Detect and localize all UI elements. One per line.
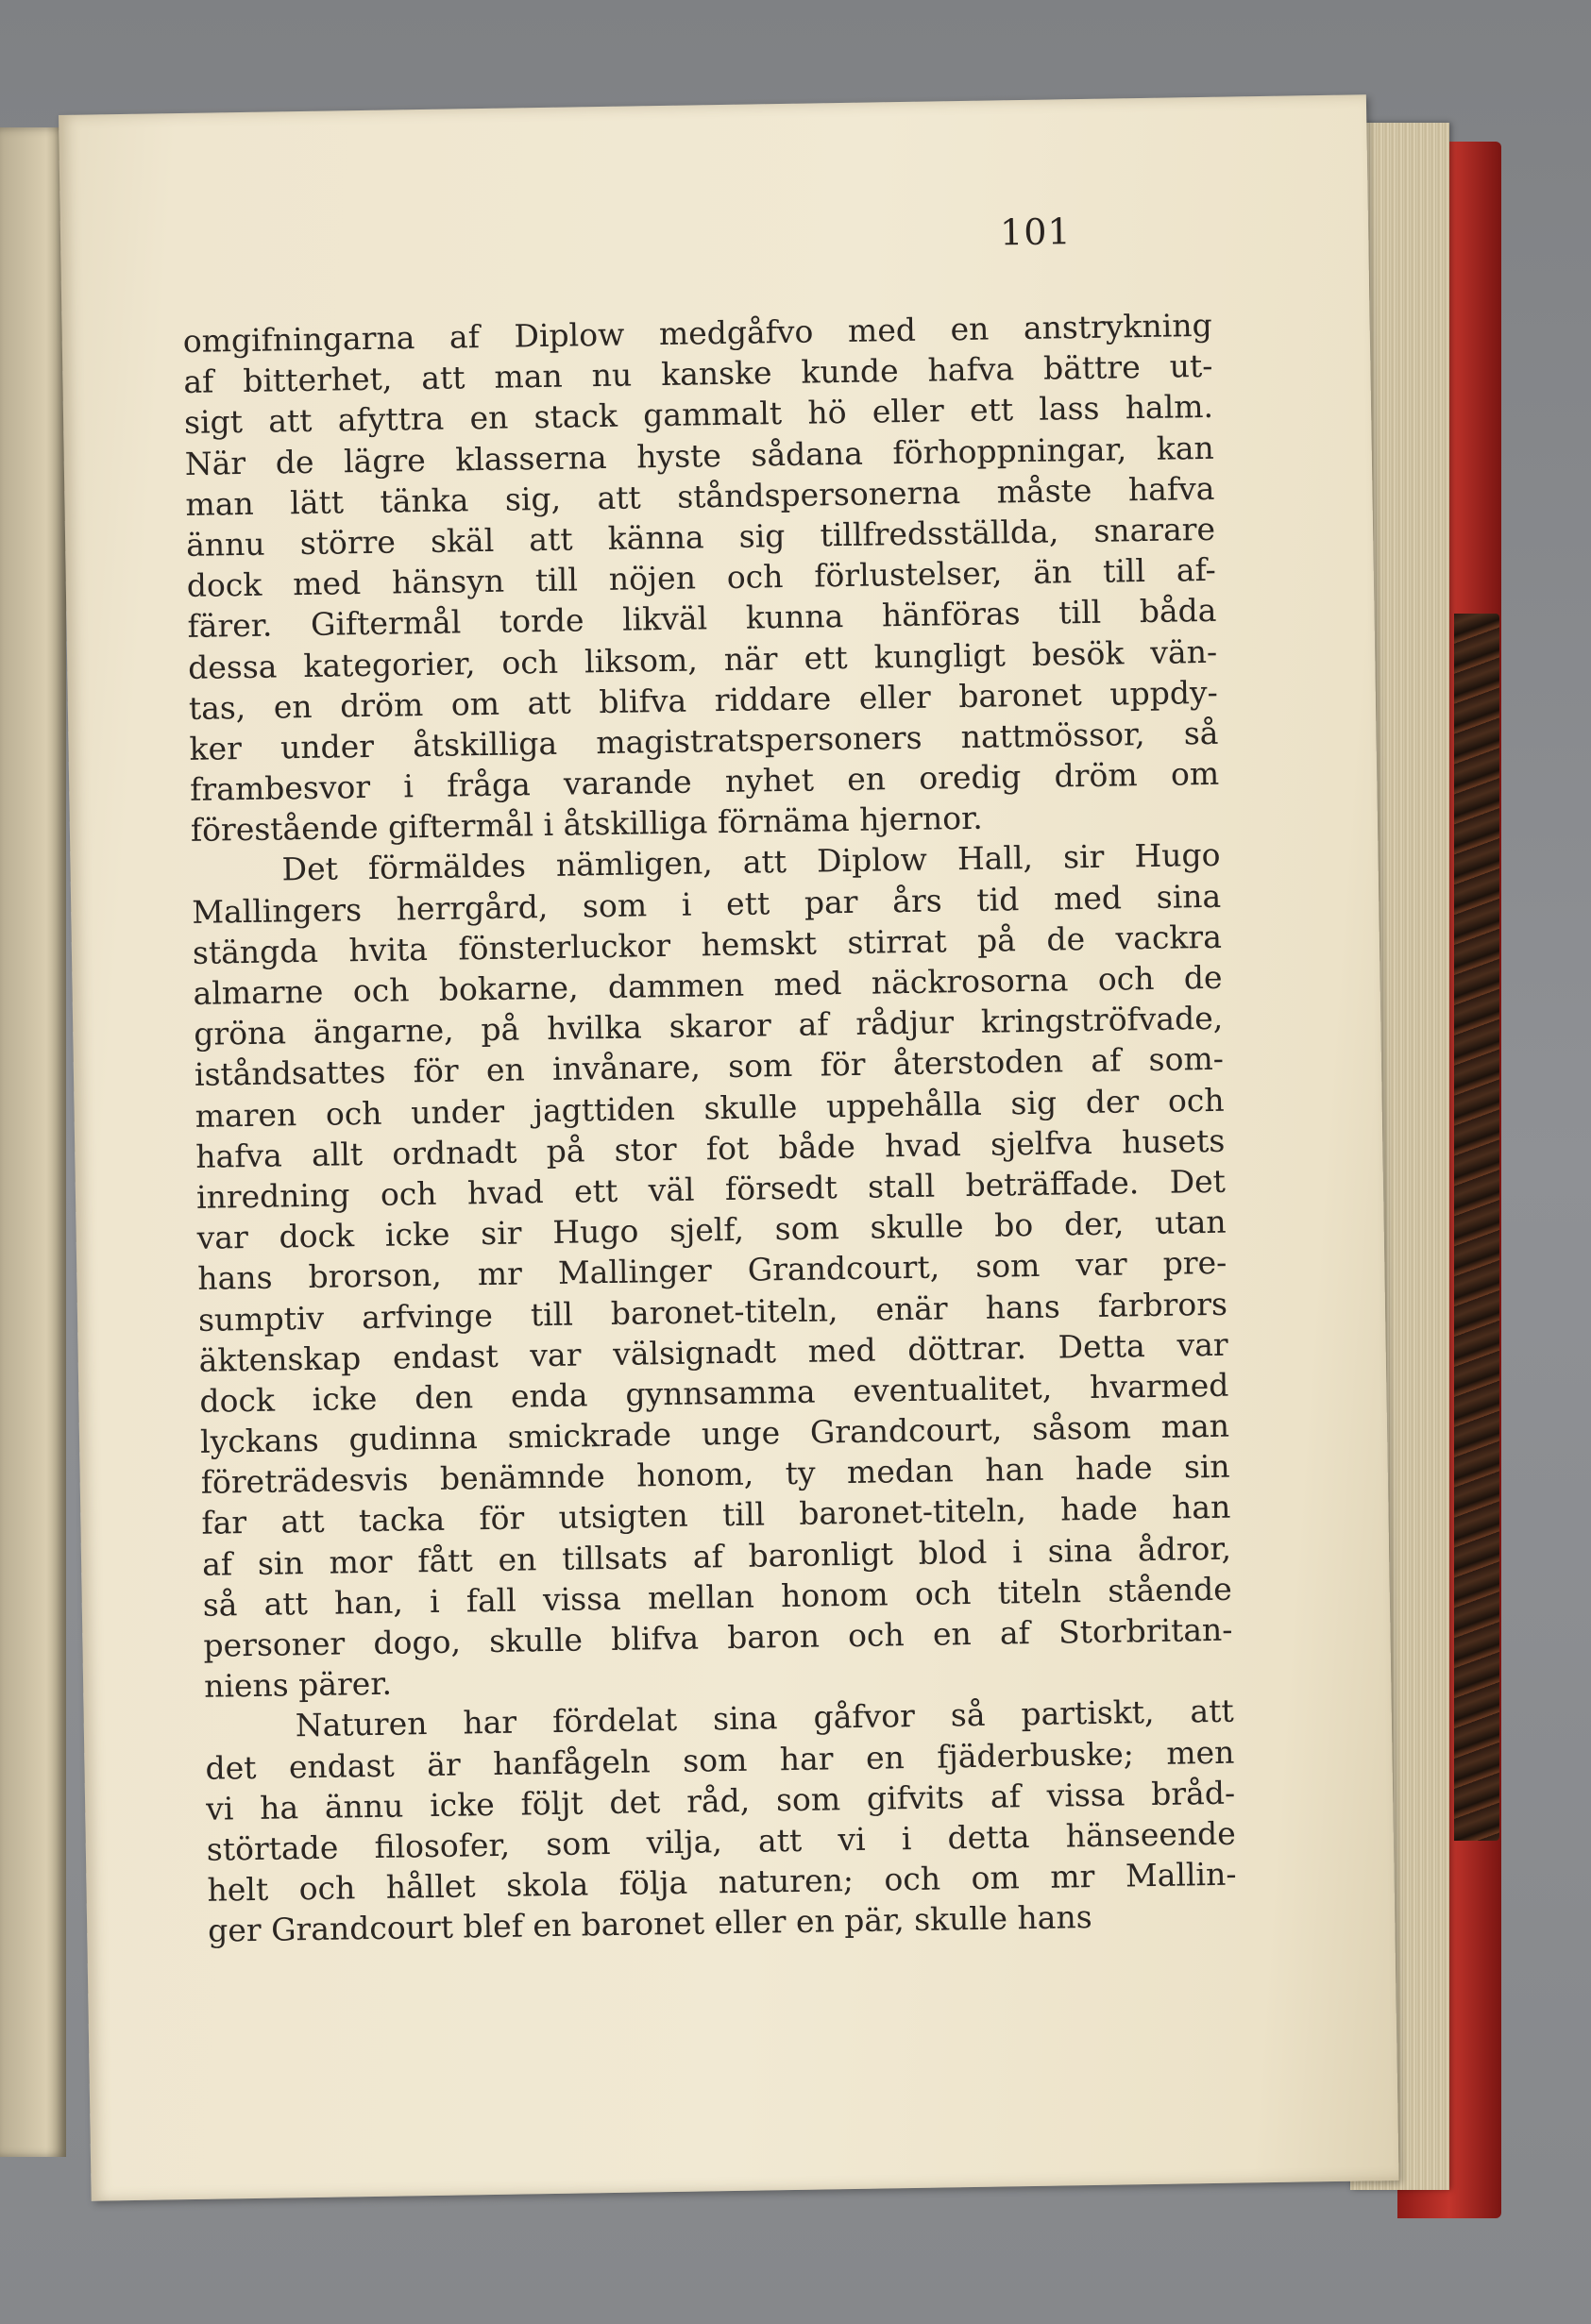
text-line: sigt att afyttra en stack gammalt hö eller ett lass halm.	[183, 388, 1214, 442]
text-line: lyckans gudinna smickrade unge Grandcourt, såsom man	[199, 1406, 1230, 1460]
text-line: vi ha ännu icke följt det råd, som gifvits af vissa bråd-	[205, 1774, 1236, 1827]
book-cover-marbled	[1454, 614, 1499, 1841]
text-line: äktenskap endast var välsignadt med döttrar. Detta var	[198, 1325, 1228, 1379]
text-line: dessa kategorier, och liksom, när ett kungligt besök vän-	[187, 632, 1218, 686]
text-line: frambesvor i fråga varande nyhet en oredig dröm om	[189, 754, 1220, 808]
text-line: hafva allt ordnadt på stor fot både hvad sjelfva husets	[195, 1121, 1226, 1175]
text-line: ker under åtskilliga magistratspersoners nattmössor, så	[189, 714, 1219, 767]
text-line: När de lägre klasserna hyste sådana förhoppningar, kan	[184, 429, 1214, 482]
text-line: almarne och bokarne, dammen med näckrosorna och de	[193, 958, 1223, 1012]
text-line: inredning och hvad ett väl försedt stall beträffade. Det	[195, 1162, 1227, 1216]
text-line: ger Grandcourt blef en baronet eller en pär, skulle hans	[207, 1898, 1092, 1950]
text-line: personer dogo, skulle blifva baron och en af Storbritan-	[203, 1610, 1233, 1664]
text-line: af bitterhet, att man nu kanske kunde hafva bättre ut-	[183, 347, 1213, 401]
text-line: far att tacka för utsigten till baronet-titeln, hade han	[201, 1489, 1231, 1542]
text-line: maren och under jagttiden skulle uppehålla sig der och	[195, 1081, 1225, 1135]
left-page-edge	[0, 127, 66, 2157]
text-line: ännu större skäl att känna sig tillfredsställda, snarare	[185, 510, 1216, 564]
text-line: iståndsattes för en invånare, som för återstoden af som-	[194, 1040, 1225, 1094]
text-line: Det förmäldes nämligen, att Diplow Hall, sir Hugo	[281, 836, 1221, 888]
text-line: stängda hvita fönsterluckor hemskt stirrat på de vackra	[192, 918, 1223, 971]
text-line: af sin mor fått en tillsats af baronligt blod i sina ådror,	[201, 1529, 1232, 1583]
text-line: omgifningarna af Diplow medgåfvo med en anstrykning	[182, 306, 1212, 360]
body-text	[182, 305, 1237, 1951]
book-page	[59, 94, 1399, 2200]
text-line: dock icke den enda gynnsamma eventualitet, hvarmed	[199, 1366, 1229, 1420]
text-line: dock med hänsyn till nöjen och förlustelser, än till af-	[186, 550, 1217, 605]
text-line: gröna ängarne, på hvilka skaror af rådjur kringströfvade,	[194, 999, 1224, 1053]
text-line: sumptiv arfvinge till baronet-titeln, enär hans farbrors	[197, 1285, 1228, 1339]
text-line: färer. Giftermål torde likväl kunna hänföras till båda	[187, 592, 1217, 646]
text-line: tas, en dröm om att blifva riddare eller baronet uppdy-	[188, 673, 1219, 727]
text-line: man lätt tänka sig, att ståndspersonerna måste hafva	[185, 469, 1215, 523]
text-line: Naturen har fördelat sina gåfvor så partiskt, att	[295, 1692, 1235, 1744]
text-line: störtade filosofer, som vilja, att vi i detta hänseende	[206, 1814, 1237, 1868]
text-line: företrädesvis benämnde honom, ty medan han hade sin	[200, 1447, 1230, 1502]
text-line: hans brorson, mr Mallinger Grandcourt, som var pre-	[197, 1244, 1227, 1298]
page-number: 101	[999, 211, 1072, 254]
text-line: var dock icke sir Hugo sjelf, som skulle bo der, utan	[196, 1203, 1227, 1256]
text-line: Mallingers herrgård, som i ett par års tid med sina	[191, 877, 1222, 931]
text-line: helt och hållet skola följa naturen; och om mr Mallin-	[207, 1855, 1237, 1909]
text-line: så att han, i fall vissa mellan honom och titeln stående	[202, 1570, 1232, 1624]
text-line: förestående giftermål i åtskilliga förnäma hjernor.	[190, 799, 983, 850]
text-line: niens pärer.	[203, 1664, 393, 1705]
text-line: det endast är hanfågeln som har en fjäderbuske; men	[205, 1733, 1235, 1787]
